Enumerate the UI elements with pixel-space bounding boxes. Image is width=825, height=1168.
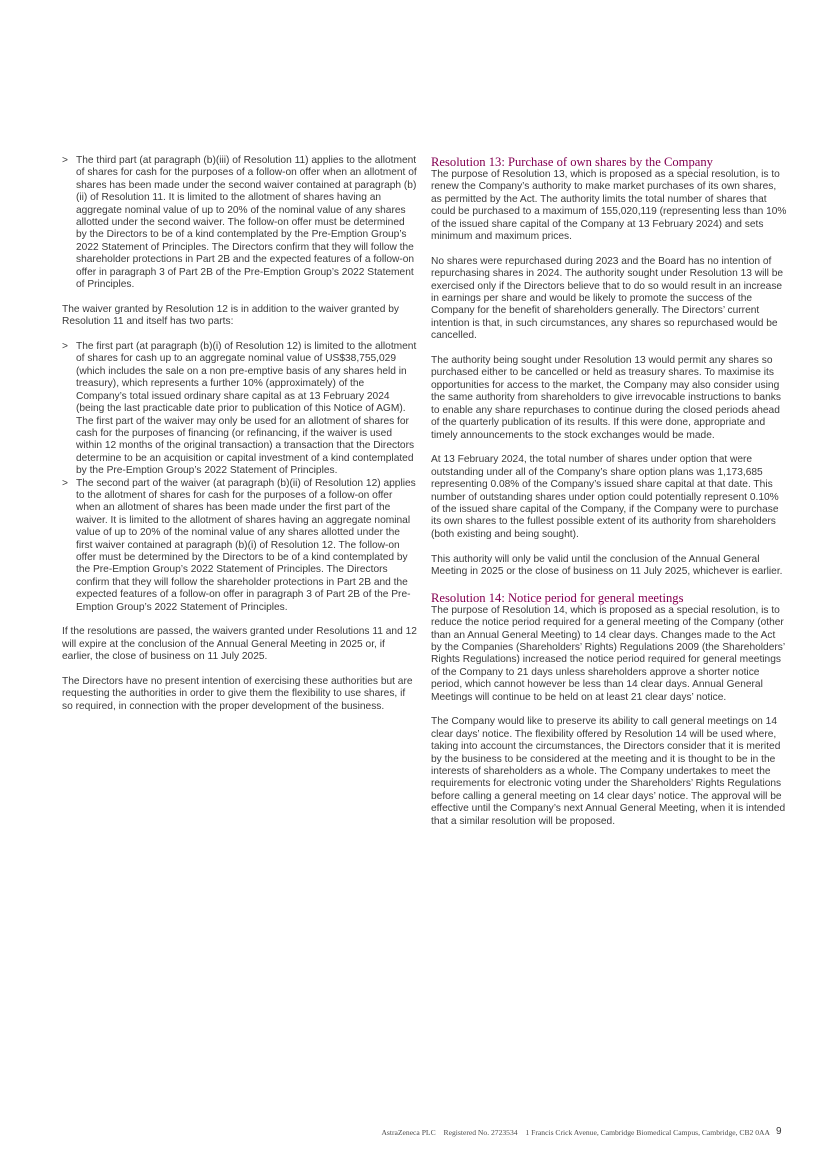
resolution-13-paragraph: This authority will only be valid until the conclusion of the Annual General Meeting in 2025 or the close of business on 11 July 2025, whichever is earlier.	[431, 553, 783, 577]
resolution-13-paragraph: At 13 February 2024, the total number of shares under option that were outstanding under all of the Company’s share option plans was 1,173,685 representing 0.08% of the Company’s issued share capital at that date. This number of outstanding shares under option could potentially represent 0.10% of the issued share capital of the Company, if the Company were to purchase its own shares to the fullest possible extent of its authority from shareholders (both existing and being sought).	[431, 454, 779, 540]
bullet-item: > The third part (at paragraph (b)(iii) of Resolution 11) applies to the allotment of shares for cash for the purposes of a follow-on offer when an allotment of shares has been made under the second waiver contained at paragraph (b)(ii) of Resolution 11. It is limited to the allotment of shares having an aggregate nominal value of up to 20% of the nominal value of any shares allotted under the second waiver. The follow-on offer must be determined by the Directors to be of a kind contemplated by the Pre-Emption Group’s 2022 Statement of Principles. The Directors confirm that they will follow the shareholder protections in Part 2B and the expected features of a follow-on offer in paragraph 3 of Part 2B of the Pre-Emption Group’s 2022 Statement of Principles.	[62, 155, 417, 291]
resolution-12-bullet-list	[62, 341, 417, 614]
bullet-item: > The second part of the waiver (at paragraph (b)(ii) of Resolution 12) applies to the allotment of shares for cash for the purposes of a follow-on offer when an allotment of shares has been made under the first part of the waiver. It is limited to the allotment of shares having an aggregate nominal value of up to 20% of the nominal value of any shares allotted under the first waiver contained at paragraph (b)(i) of Resolution 12. The follow-on offer must be determined by the Directors to be of a kind contemplated by the Pre-Emption Group’s 2022 Statement of Principles. The Directors confirm that they will follow the shareholder protections in Part 2B and the expected features of a follow-on offer in paragraph 3 of Part 2B of the Pre-Emption Group’s 2022 Statement of Principles.	[62, 478, 417, 614]
waiver-expiry-paragraph: If the resolutions are passed, the waivers granted under Resolutions 11 and 12 will expire at the conclusion of the Annual General Meeting in 2025 or, if earlier, the close of business on 11 July 2025.	[62, 626, 417, 663]
resolution-13-heading: Resolution 13: Purchase of own shares by the Company	[431, 155, 713, 169]
resolution-14-paragraph: The Company would like to preserve its ability to call general meetings on 14 clear days’ notice. The flexibility offered by Resolution 14 will be used where, taking into account the circumstances, the Directors consider that it is merited by the business to be considered at the meeting and it is thought to be in the interests of shareholders as a whole. The Company undertakes to meet the requirements for electronic voting under the Shareholders’ Rights Regulations before calling a general meeting on 14 clear days’ notice. The approval will be effective until the Company’s next Annual General Meeting, when it is intended that a similar resolution will be proposed.	[431, 716, 786, 827]
left-column	[62, 155, 417, 726]
footer-registration: Registered No. 2723534	[443, 1128, 518, 1137]
resolution-13-paragraph: The authority being sought under Resolution 13 would permit any shares so purchased either to be cancelled or held as treasury shares. To maximise its opportunities for access to the market, the Company may also consider using the same authority from shareholders to give irrevocable instructions to banks to enable any share repurchases to continue during the closed periods ahead of the quarterly publication of its results. If this were done, appropriate and timely announcements to the stock exchanges would be made.	[431, 355, 781, 441]
resolution-13-paragraph: The purpose of Resolution 13, which is proposed as a special resolution, is to renew the Company’s authority to make market purchases of its own shares, as permitted by the Act. The authority limits the total number of shares that could be purchased to a maximum of 155,020,119 (representing less than 10% of the issued share capital of the Company at 13 February 2024) and sets minimum and maximum prices.	[431, 169, 787, 243]
page-footer	[0, 1128, 770, 1137]
resolution-11-bullet-list	[62, 155, 417, 291]
resolution-12-intro-paragraph: The waiver granted by Resolution 12 is in addition to the waiver granted by Resolution 11 and itself has two parts:	[62, 303, 399, 328]
footer-company: AstraZeneca PLC	[381, 1128, 436, 1137]
right-column	[431, 155, 787, 840]
bullet-item: > The first part (at paragraph (b)(i) of Resolution 12) is limited to the allotment of shares for cash up to an aggregate nominal value of US$38,755,029 (which includes the sale on a non pre-emptive basis of any shares held in treasury), which represents a further 10% (approximately) of the Company’s total issued ordinary share capital as at 13 February 2024 (being the last practicable date prior to publication of this Notice of AGM). The first part of the waiver may only be used for an allotment of shares for cash for the purposes of financing (or refinancing, if the waiver is used within 12 months of the original transaction) a transaction that the Directors determine to be an acquisition or capital investment of a kind contemplated by the Pre-Emption Group’s 2022 Statement of Principles.	[62, 341, 417, 477]
page-number: 9	[776, 1126, 782, 1137]
resolution-13-paragraph: No shares were repurchased during 2023 and the Board has no intention of repurchasing shares in 2024. The authority sought under Resolution 13 will be exercised only if the Directors believe that to do so would result in an increase in earnings per share and would be likely to promote the success of the Company for the benefit of shareholders generally. The Directors’ current intention is that, in such circumstances, any shares so repurchased would be cancelled.	[431, 255, 784, 342]
resolution-14-paragraph: The purpose of Resolution 14, which is proposed as a special resolution, is to reduce the notice period required for a general meeting of the Company (other than an Annual General Meeting) to 14 clear days. Changes made to the Act by the Companies (Shareholders’ Rights) Regulations 2009 (the Shareholders’ Rights Regulations) increased the notice period required for general meetings of the Company to 21 days unless shareholders approve a shorter notice period, which cannot however be less than 14 clear days. Annual General Meetings will continue to be held on at least 21 clear days’ notice.	[431, 604, 785, 703]
footer-address: 1 Francis Crick Avenue, Cambridge Biomedical Campus, Cambridge, CB2 0AA	[525, 1128, 770, 1137]
resolution-14-heading: Resolution 14: Notice period for general meetings	[431, 590, 684, 605]
directors-intention-paragraph: The Directors have no present intention of exercising these authorities but are requesting the authorities in order to give them the flexibility to use shares, if so required, in connection with the proper development of the business.	[62, 676, 413, 712]
